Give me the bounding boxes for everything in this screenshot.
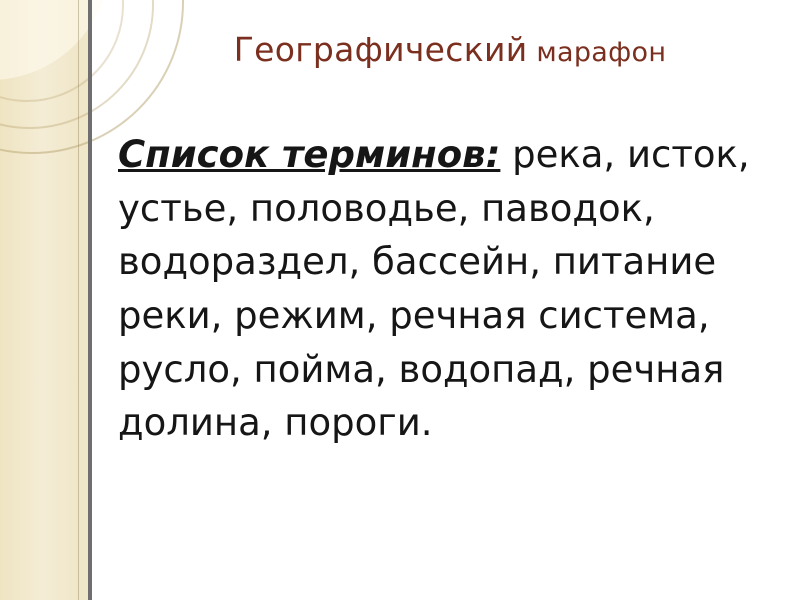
page-title — [120, 30, 780, 70]
page-title-rest: марафон — [527, 37, 667, 68]
decorative-band-edge — [88, 0, 92, 600]
page-title-main: Географический — [233, 30, 528, 69]
terms-text: река, исток, устье, половодье, паводок, водораздел, бассейн, питание реки, режим, речная система, русло, пойма, водопад, речная долина, пороги. — [118, 133, 750, 445]
terms-label: Список терминов: — [118, 133, 501, 176]
decorative-band-line — [78, 0, 79, 600]
slide-body — [118, 128, 788, 450]
decorative-left-band — [0, 0, 92, 600]
